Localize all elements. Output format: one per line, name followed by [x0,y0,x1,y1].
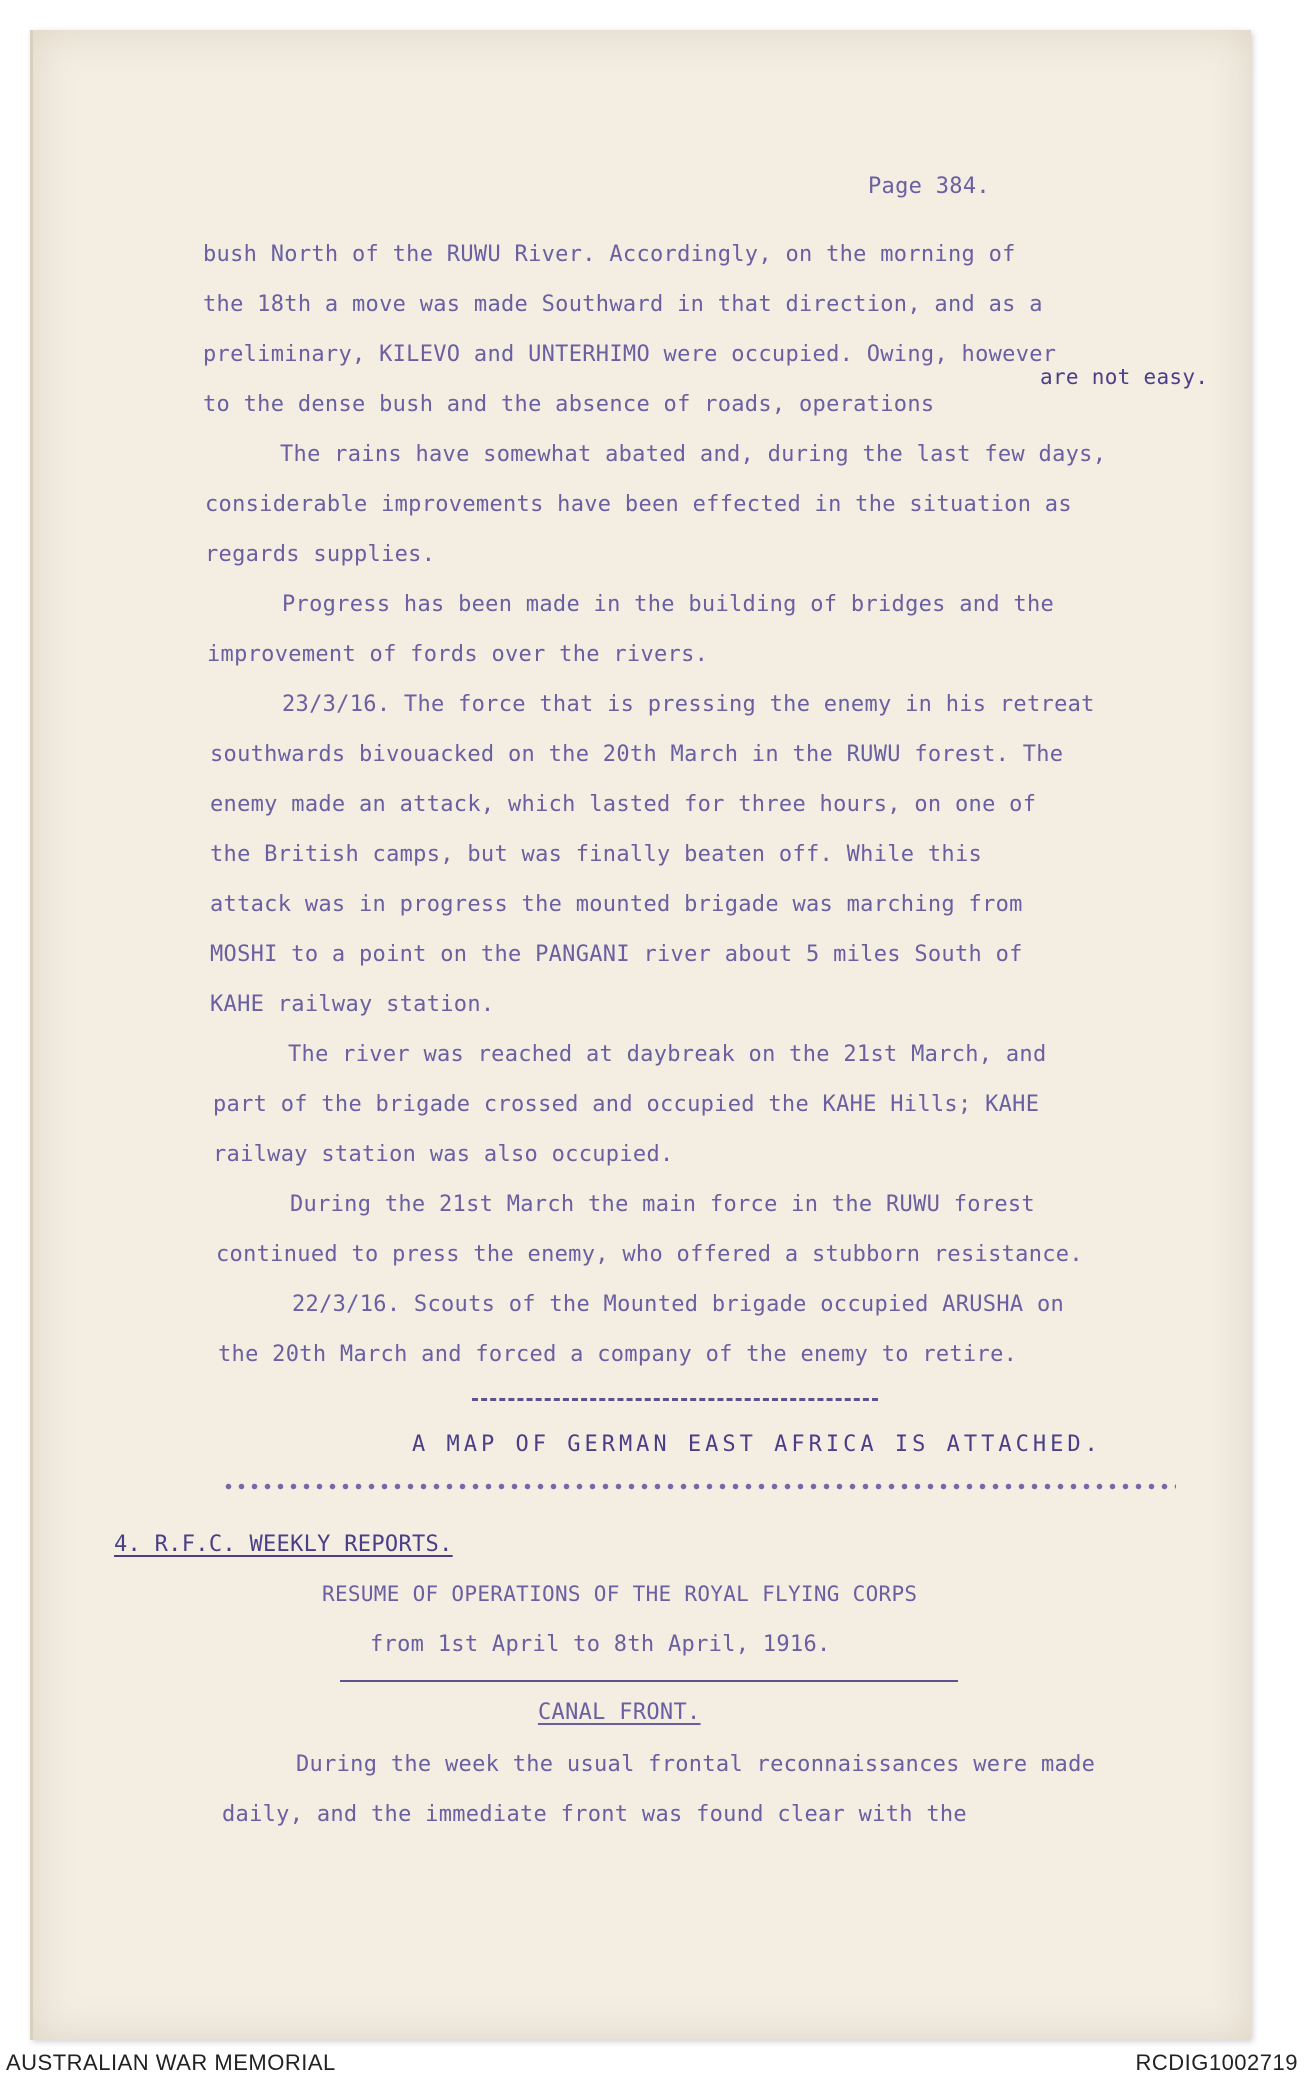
footer-left: AUSTRALIAN WAR MEMORIAL [6,2050,336,2075]
body-line: regards supplies. [205,542,436,567]
body-line: Progress has been made in the building of bridges and the [282,592,1055,617]
body-line: bush North of the RUWU River. Accordingly, on the morning of [203,242,1016,267]
body-line: 22/3/16. Scouts of the Mounted brigade occupied ARUSHA on [292,1292,1065,1317]
closing-line: During the week the usual frontal reconnaissances were made [296,1752,1096,1777]
dashed-divider [472,1398,878,1401]
ornamental-divider [222,1480,1176,1494]
body-line: the British camps, but was finally beaten off. While this [210,842,983,867]
body-line: improvement of fords over the rivers. [207,642,709,667]
body-line: part of the brigade crossed and occupied the KAHE Hills; KAHE [213,1092,1040,1117]
footer-right: RCDIG1002719 [1135,2050,1298,2075]
body-line: southwards bivouacked on the 20th March in the RUWU forest. The [210,742,1064,767]
body-line: The river was reached at daybreak on the 21st March, and [288,1042,1047,1067]
map-note: A MAP OF GERMAN EAST AFRICA IS ATTACHED. [412,1432,1102,1457]
body-line: attack was in progress the mounted brigade was marching from [210,892,1023,917]
body-line: considerable improvements have been effected in the situation as [205,492,1072,517]
body-line: 23/3/16. The force that is pressing the enemy in his retreat [282,692,1095,717]
section-heading: 4. R.F.C. WEEKLY REPORTS. [114,1532,453,1557]
body-line: preliminary, KILEVO and UNTERHIMO were occupied. Owing, however [203,342,1057,367]
body-line: to the dense bush and the absence of roads, operations [203,392,935,417]
resume-title: RESUME OF OPERATIONS OF THE ROYAL FLYING CORPS [322,1582,918,1606]
body-line: railway station was also occupied. [213,1142,674,1167]
closing-line: daily, and the immediate front was found clear with the [222,1802,967,1827]
body-line: the 20th March and forced a company of the enemy to retire. [218,1342,1018,1367]
body-line: The rains have somewhat abated and, during the last few days, [280,442,1107,467]
body-line: enemy made an attack, which lasted for three hours, on one of [210,792,1037,817]
document-page [30,30,1251,2040]
body-line: continued to press the enemy, who offered a stubborn resistance. [216,1242,1083,1267]
handwritten-insertion: are not easy. [1040,365,1209,389]
resume-dates: from 1st April to 8th April, 1916. [370,1632,831,1657]
body-line: the 18th a move was made Southward in that direction, and as a [203,292,1043,317]
page-number: Page 384. [868,174,990,199]
body-line: KAHE railway station. [210,992,495,1017]
body-line: MOSHI to a point on the PANGANI river about 5 miles South of [210,942,1023,967]
body-line: During the 21st March the main force in the RUWU forest [290,1192,1035,1217]
solid-divider [340,1680,958,1682]
subheading: CANAL FRONT. [538,1700,701,1725]
